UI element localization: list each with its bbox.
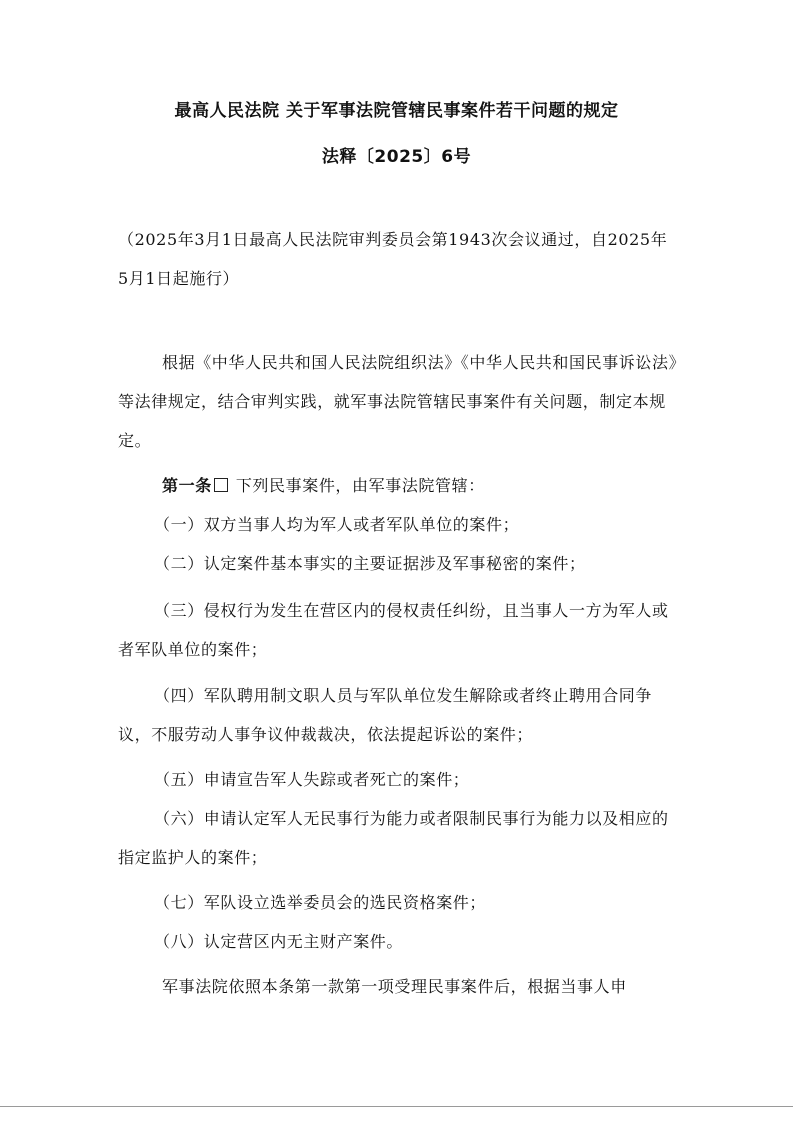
article-1-trailing-paragraph: 军事法院依照本条第一款第一项受理民事案件后，根据当事人申: [162, 977, 627, 996]
document-number: 法释〔2025〕6号: [321, 147, 472, 167]
article-1-item: （八）认定营区内无主财产案件。: [154, 932, 404, 951]
article-1-label: 第一条: [162, 476, 212, 495]
document-title: 最高人民法院 关于军事法院管辖民事案件若干问题的规定: [174, 101, 619, 121]
article-1-lead: 下列民事案件，由军事法院管辖：: [235, 476, 485, 495]
article-1-item: （六）申请认定军人无民事行为能力或者限制民事行为能力以及相应的指定监护人的案件；: [118, 809, 669, 867]
article-1-item: （一）双方当事人均为军人或者军队单位的案件；: [154, 515, 520, 534]
article-1-item: （五）申请宣告军人失踪或者死亡的案件；: [154, 770, 470, 789]
article-1-item: （三）侵权行为发生在营区内的侵权责任纠纷，且当事人一方为军人或者军队单位的案件；: [118, 601, 669, 659]
adoption-note: （2025年3月1日最高人民法院审判委员会第1943次会议通过，自2025年5月1日起施行）: [118, 230, 668, 288]
article-1-item: （七）军队设立选举委员会的选民资格案件；: [154, 893, 487, 912]
preamble-paragraph: 根据《中华人民共和国人民法院组织法》《中华人民共和国民事诉讼法》等法律规定，结合审判实践，就军事法院管辖民事案件有关问题，制定本规定。: [118, 353, 678, 450]
page-bottom-divider: [0, 1106, 793, 1107]
article-1-item: （二）认定案件基本事实的主要证据涉及军事秘密的案件；: [154, 554, 586, 573]
checkbox-square-icon: [214, 478, 228, 492]
article-1-item: （四）军队聘用制文职人员与军队单位发生解除或者终止聘用合同争议，不服劳动人事争议仲裁裁决，依法提起诉讼的案件；: [118, 686, 653, 744]
article-1-heading: [118, 466, 678, 505]
